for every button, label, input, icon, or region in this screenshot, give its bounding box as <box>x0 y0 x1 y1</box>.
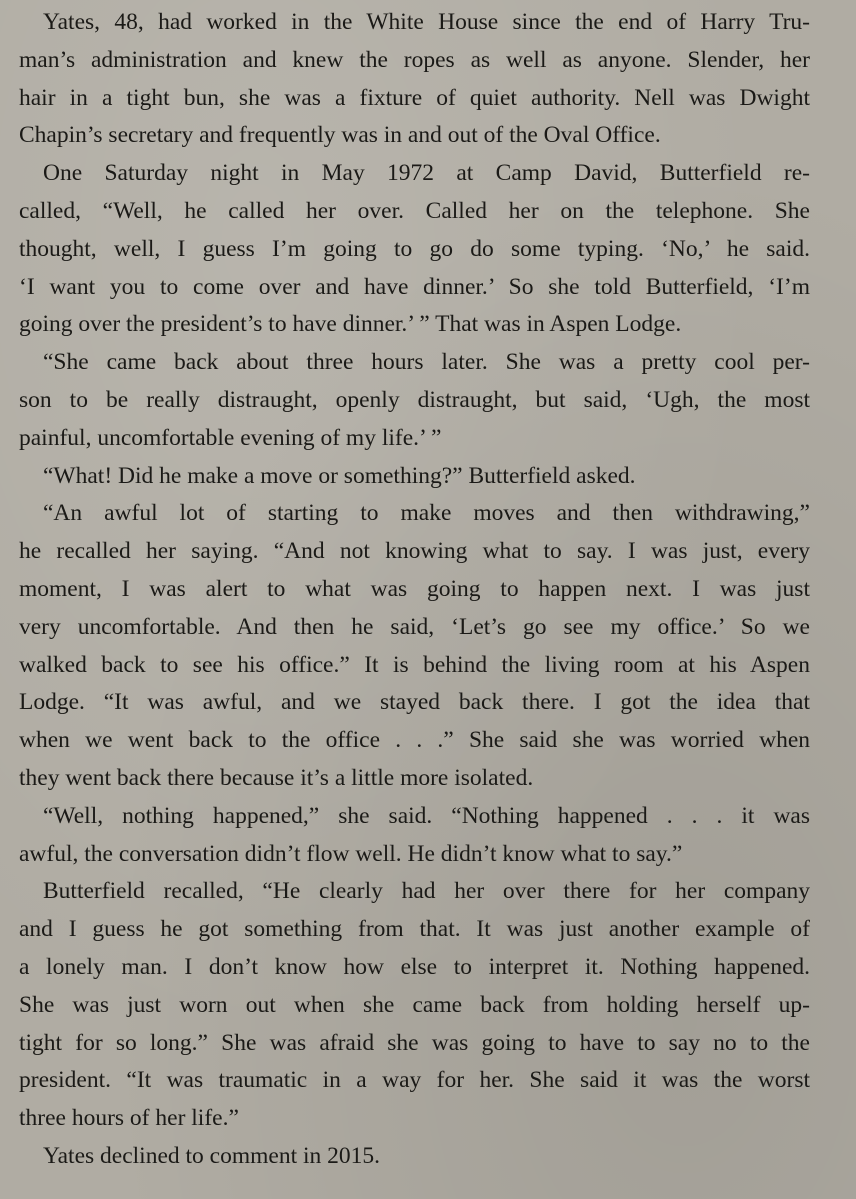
text-line: son to be really distraught, openly distraught, but said, ‘Ugh, the most <box>19 386 810 413</box>
text-line: Yates, 48, had worked in the White House since the end of Harry Tru- <box>43 9 810 35</box>
text-line: three hours of her life.” <box>19 1105 239 1132</box>
text-line: he recalled her saying. “And not knowing what to say. I was just, every <box>19 538 810 565</box>
text-line: and I guess he got something from that. It was just another example of <box>19 916 810 943</box>
text-line: going over the president’s to have dinner.’ ” That was in Aspen Lodge. <box>19 311 682 338</box>
paragraph <box>19 155 810 344</box>
text-line: “An awful lot of starting to make moves and then withdrawing,” <box>43 500 810 527</box>
text-line: Chapin’s secretary and frequently was in and out of the Oval Office. <box>19 122 661 149</box>
text-line: a lonely man. I don’t know how else to interpret it. Nothing happened. <box>19 953 810 980</box>
text-line: Yates declined to comment in 2015. <box>43 1142 381 1169</box>
text-line: president. “It was traumatic in a way for her. She said it was the worst <box>19 1067 810 1094</box>
text-line: moment, I was alert to what was going to happen next. I was just <box>19 575 810 602</box>
paragraph <box>19 4 810 155</box>
paragraph <box>19 873 810 1138</box>
text-line: when we went back to the office . . .” She said she was worried when <box>19 727 810 754</box>
text-line: tight for so long.” She was afraid she was going to have to say no to the <box>19 1029 810 1056</box>
text-line: ‘I want you to come over and have dinner.’ So she told Butterfield, ‘I’m <box>19 273 810 300</box>
text-line: man’s administration and knew the ropes as well as anyone. Slender, her <box>19 46 810 73</box>
paragraph <box>19 458 810 496</box>
text-line: One Saturday night in May 1972 at Camp David, Butterfield re- <box>43 160 810 187</box>
text-line: painful, uncomfortable evening of my life.’ ” <box>19 424 442 451</box>
text-line: Lodge. “It was awful, and we stayed back there. I got the idea that <box>19 689 810 716</box>
paragraph <box>19 798 810 874</box>
text-line: very uncomfortable. And then he said, ‘Let’s go see my office.’ So we <box>19 613 810 640</box>
text-line: called, “Well, he called her over. Called her on the telephone. She <box>19 197 810 224</box>
text-line: hair in a tight bun, she was a fixture of quiet authority. Nell was Dwight <box>19 84 810 111</box>
text-line: walked back to see his office.” It is behind the living room at his Aspen <box>19 651 810 678</box>
paragraph <box>19 1138 810 1176</box>
text-line: She was just worn out when she came back from holding herself up- <box>19 991 810 1018</box>
text-line: “She came back about three hours later. She was a pretty cool per- <box>43 349 810 376</box>
text-line: they went back there because it’s a little more isolated. <box>19 764 534 791</box>
text-line: Butterfield recalled, “He clearly had her over there for her company <box>43 878 810 905</box>
paragraph <box>19 495 810 797</box>
text-line: “Well, nothing happened,” she said. “Nothing happened . . . it was <box>43 802 810 829</box>
text-line: “What! Did he make a move or something?” Butterfield asked. <box>43 462 636 489</box>
text-line: thought, well, I guess I’m going to go do some typing. ‘No,’ he said. <box>19 235 810 262</box>
paragraph <box>19 344 810 457</box>
text-line: awful, the conversation didn’t flow well. He didn’t know what to say.” <box>19 840 683 867</box>
